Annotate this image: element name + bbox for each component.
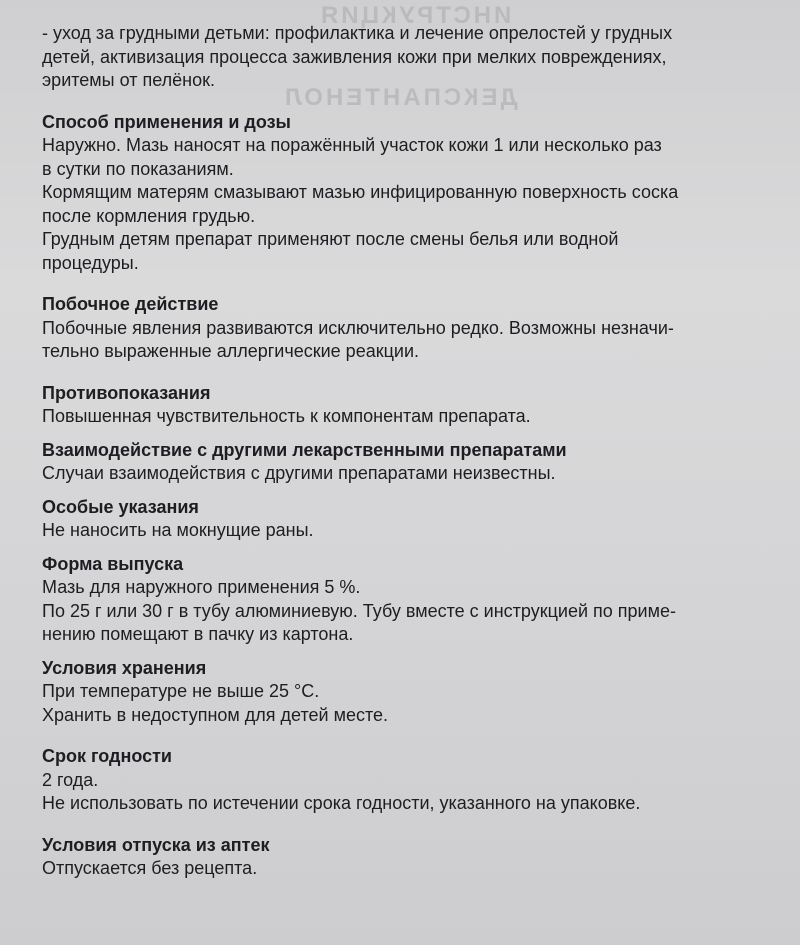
shelf-life-line: 2 года. — [42, 769, 99, 790]
shelf-life-heading: Срок годности — [42, 746, 172, 766]
shelf-life-section — [42, 745, 772, 816]
side-effects-text — [42, 317, 772, 364]
intro-line: эритемы от пелёнок. — [42, 70, 215, 90]
form-line: Мазь для наружного применения 5 %. — [42, 577, 361, 597]
special-text — [42, 519, 772, 543]
dispensing-section — [42, 834, 772, 881]
interactions-line: Случаи взаимодействия с другими препаратами неизвестны. — [42, 463, 556, 483]
contraindications-text — [42, 405, 772, 429]
usage-heading: Способ применения и дозы — [42, 111, 291, 132]
dispensing-line: Отпускается без рецепта. — [42, 858, 258, 878]
storage-section — [42, 657, 772, 728]
side-effects-line: тельно выраженные аллергические реакции. — [42, 341, 420, 361]
usage-line: Грудным детям препарат применяют после смены белья или водной — [42, 229, 619, 249]
usage-line: Наружно. Мазь наносят на поражённый участок кожи 1 или несколько раз — [42, 135, 662, 155]
usage-line: в сутки по показаниям. — [42, 158, 234, 179]
dispensing-text — [42, 857, 772, 881]
usage-text — [42, 134, 772, 275]
interactions-text — [42, 462, 772, 486]
intro-text — [42, 22, 772, 93]
side-effects-section — [42, 293, 772, 364]
form-section — [42, 553, 772, 647]
bleed-through-drug-name: ДЕКСПАНТЕНОЛ — [282, 84, 518, 111]
intro-line: - уход за грудными детьми: профилактика и лечение опрелостей у грудных — [42, 23, 673, 43]
storage-heading: Условия хранения — [42, 657, 207, 678]
contraindications-section — [42, 382, 772, 429]
dispensing-heading: Условия отпуска из аптек — [42, 834, 270, 855]
form-heading: Форма выпуска — [42, 553, 184, 574]
interactions-section — [42, 439, 772, 486]
usage-line: после кормления грудью. — [42, 205, 256, 226]
special-heading: Особые указания — [42, 496, 199, 517]
usage-section — [42, 111, 772, 276]
storage-line: При температуре не выше 25 °С. — [42, 681, 320, 701]
intro-line: детей, активизация процесса заживления кожи при мелких повреждениях, — [42, 46, 667, 67]
special-section — [42, 496, 772, 543]
side-effects-line: Побочные явления развиваются исключительно редко. Возможны незначи- — [42, 317, 674, 338]
shelf-life-text — [42, 769, 772, 816]
form-line: нению помещают в пачку из картона. — [42, 624, 354, 644]
interactions-heading: Взаимодействие с другими лекарственными препаратами — [42, 439, 567, 460]
storage-line: Хранить в недоступном для детей месте. — [42, 704, 389, 725]
storage-text — [42, 680, 772, 727]
contraindications-heading: Противопоказания — [42, 382, 211, 403]
form-text — [42, 576, 772, 647]
form-line: По 25 г или 30 г в тубу алюминиевую. Тубу вместе с инструкцией по приме- — [42, 600, 676, 621]
side-effects-heading: Побочное действие — [42, 294, 219, 314]
usage-line: процедуры. — [42, 252, 139, 273]
usage-line: Кормящим матерям смазывают мазью инфицированную поверхность соска — [42, 182, 679, 202]
special-line: Не наносить на мокнущие раны. — [42, 520, 314, 540]
bleed-through-title: ИНСТРУКЦИЯ — [318, 2, 512, 29]
contraindications-line: Повышенная чувствительность к компонентам препарата. — [42, 406, 531, 426]
shelf-life-line: Не использовать по истечении срока годности, указанного на упаковке. — [42, 793, 641, 813]
intro-section — [42, 22, 772, 93]
